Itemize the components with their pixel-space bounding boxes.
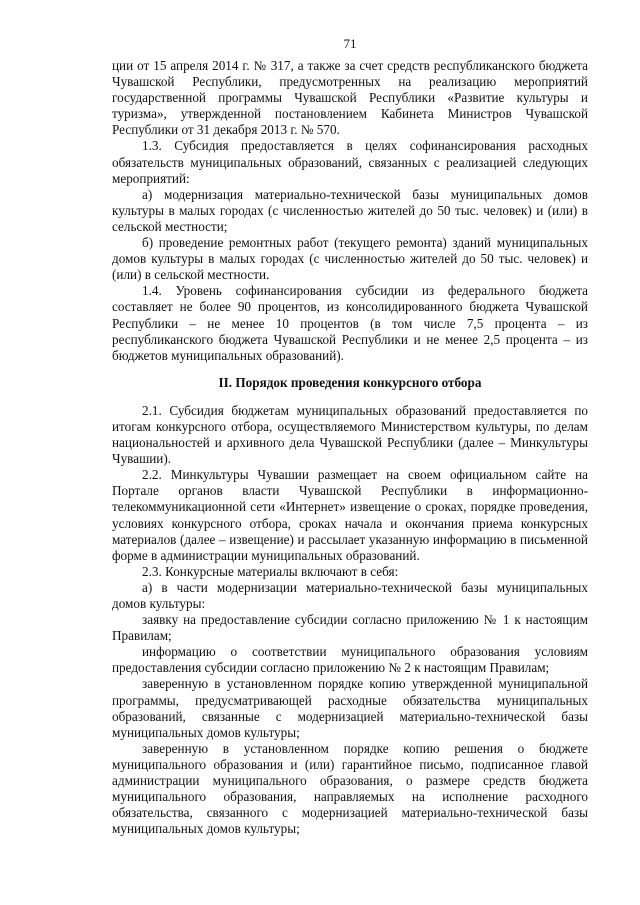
paragraph: а) модернизация материально-технической базы муниципальных домов культуры в малых городах (с численностью жителей до 50 тыс. человек) и (или) в сельской местности; <box>112 186 588 234</box>
paragraph: 2.3. Конкурсные материалы включают в себя: <box>142 563 399 579</box>
paragraph: 1.4. Уровень софинансирования субсидии из федерального бюджета составляет не более 90 процентов, из консолидированного бюджета Чувашской Республики – не менее 10 процентов (в том числе 7,5 процента – из республиканского бюджета Чувашской Республики и не менее 2,5 процента – из бюджетов муниципальных образований). <box>112 283 588 363</box>
page-number: 71 <box>343 36 357 51</box>
paragraphs-after-heading <box>112 403 588 838</box>
section-heading: II. Порядок проведения конкурсного отбора <box>218 374 482 390</box>
paragraph: ции от 15 апреля 2014 г. № 317, а также за счет средств республиканского бюджета Чувашской Республики, предусмотренных на реализацию мероприятий государственной программы Чувашской Республики «Развитие культуры и туризма», утвержденной постановлением Кабинета Министров Чувашской Республики от 31 декабря 2013 г. № 570. <box>112 58 588 138</box>
paragraph: заявку на предоставление субсидии согласно приложению № 1 к настоящим Правилам; <box>112 612 588 644</box>
paragraph: а) в части модернизации материально-технической базы муниципальных домов культуры: <box>112 579 588 611</box>
paragraph: 2.1. Субсидия бюджетам муниципальных образований предоставляется по итогам конкурсного отбора, осуществляемого Министерством культуры, по делам национальностей и архивного дела Чувашской Республики (далее – Минкультуры Чувашии). <box>112 402 588 467</box>
paragraph: информацию о соответствии муниципального образования условиям предоставления субсидии согласно приложению № 2 к настоящим Правилам; <box>112 644 588 676</box>
paragraph: 2.2. Минкультуры Чувашии размещает на своем официальном сайте на Портале органов власти Чувашской Республики в информационно-телекоммуникационной сети «Интернет» извещение о сроках, порядке проведения, условиях конкурсного отбора, сроках начала и окончания приема конкурсных материалов (далее – извещение) и рассылает указанную информацию в письменной форме в администрации муниципальных образований. <box>112 467 588 563</box>
paragraph: 1.3. Субсидия предоставляется в целях софинансирования расходных обязательств муниципальных образований, связанных с реализацией следующих мероприятий: <box>112 138 588 186</box>
paragraph: заверенную в установленном порядке копию решения о бюджете муниципального образования и (или) гарантийное письмо, подписанное главой администрации муниципального образования, о размере средств бюджета муниципального образования, направляемых на исполнение расходного обязательства, связанного с модернизацией материально-технической базы муниципальных домов культуры; <box>112 740 588 837</box>
paragraph: б) проведение ремонтных работ (текущего ремонта) зданий муниципальных домов культуры в малых городах (с численностью жителей до 50 тыс. человек) и (или) в сельской местности. <box>112 235 588 283</box>
paragraphs-before-heading <box>112 58 588 364</box>
paragraph: заверенную в установленном порядке копию утвержденной муниципальной программы, предусматривающей расходные обязательства муниципальных образований, связанные с модернизацией материально-технической базы муниципальных домов культуры; <box>112 676 588 740</box>
